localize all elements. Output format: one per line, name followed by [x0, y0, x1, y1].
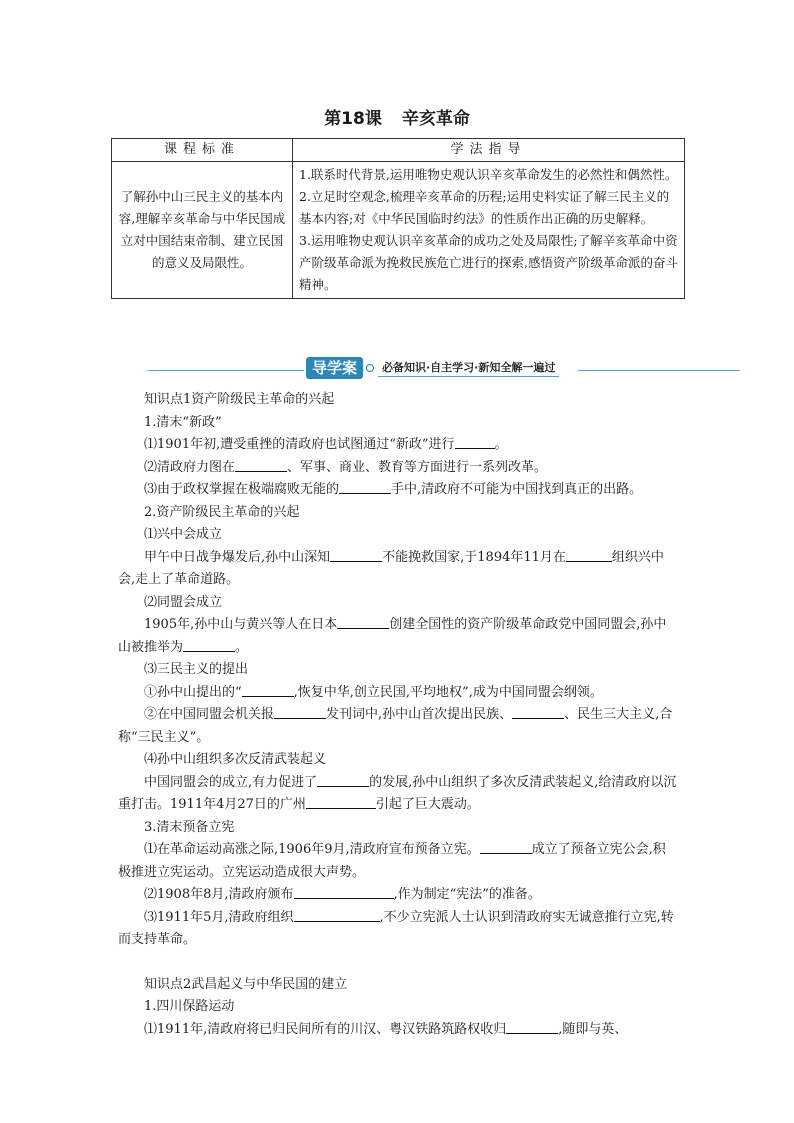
bullet-icon — [366, 364, 374, 372]
fill-blank[interactable] — [306, 794, 376, 809]
fill-line: ⑴1901年初,遭受重挫的清政府也试图通过“新政”进行 。 — [118, 434, 678, 457]
fill-line: ⑶由于政权掌握在极端腐败无能的 手中,清政府不可能为中国找到真正的出路。 — [118, 479, 678, 502]
fill-blank[interactable] — [294, 884, 394, 899]
study-content — [118, 389, 678, 1041]
fill-blank[interactable] — [512, 704, 564, 719]
fill-blank[interactable] — [480, 839, 532, 854]
banner-tag: 导学案 — [306, 357, 363, 379]
table-body-row — [112, 162, 685, 299]
fill-line: ⑵清政府力图在 、军事、商业、教育等方面进行一系列改革。 — [118, 457, 678, 480]
fill-blank[interactable] — [235, 457, 287, 472]
fill-blank[interactable] — [566, 547, 612, 562]
fill-blank[interactable] — [242, 682, 294, 697]
fill-line: ②在中国同盟会机关报 发刊词中,孙中山首次提出民族、 、民生三大主义,合称“三民主义”。 — [118, 704, 678, 749]
fill-blank[interactable] — [294, 907, 380, 922]
fill-line: 甲午中日战争爆发后,孙中山深知 不能挽救国家,于1894年11月在 组织兴中会,走上了革命道路。 — [118, 547, 678, 592]
guidance-item: 3.运用唯物史观认识辛亥革命的成功之处及局限性;了解辛亥革命中资产阶级革命派为挽救民族危亡进行的探索,感悟资产阶级革命派的奋斗精神。 — [299, 233, 678, 292]
fill-line: ⑴1911年,清政府将已归民间所有的川汉、粤汉铁路筑路权收归 ,随即与英、 — [118, 1019, 678, 1042]
fill-blank[interactable] — [274, 704, 326, 719]
guidance-item: 2.立足时空观念,梳理辛亥革命的历程;运用史料实证了解三民主义的基本内容;对《中华民国临时约法》的性质作出正确的历史解释。 — [299, 189, 670, 226]
header-guidance: 学法指导 — [293, 139, 685, 162]
fill-line: ①孙中山提出的“ ,恢复中华,创立民国,平均地权”,成为中国同盟会纲领。 — [118, 682, 678, 705]
subsection-heading: ⑷孙中山组织多次反清武装起义 — [144, 752, 327, 767]
section-heading: 1.清末“新政” — [144, 414, 222, 430]
header-standards: 课程标准 — [112, 139, 293, 162]
fill-blank[interactable] — [506, 1019, 558, 1034]
fill-blank[interactable] — [455, 434, 495, 449]
banner-line-left — [148, 370, 304, 371]
subsection-heading: ⑶三民主义的提出 — [144, 662, 249, 677]
guidance-item: 1.联系时代背景,运用唯物史观认识辛亥革命发生的必然性和偶然性。 — [299, 167, 678, 182]
fill-line: 1905年,孙中山与黄兴等人在日本 创建全国性的资产阶级革命政党中国同盟会,孙中山被推举为 。 — [118, 614, 678, 659]
curriculum-standards-table — [111, 138, 685, 299]
banner-subtitle: 必备知识·自主学习·新知全解一遍过 — [378, 360, 559, 377]
fill-blank[interactable] — [330, 547, 382, 562]
page-title — [0, 104, 794, 129]
guidance-cell — [293, 162, 685, 299]
lesson-name: 辛亥革命 — [401, 109, 470, 129]
banner-line-right — [578, 370, 740, 371]
standards-cell: 了解孙中山三民主义的基本内容,理解辛亥革命与中华民国成立对中国结束帝制、建立民国的意义及局限性。 — [112, 162, 293, 299]
fill-blank[interactable] — [183, 637, 235, 652]
subsection-heading: ⑵同盟会成立 — [144, 594, 223, 610]
fill-blank[interactable] — [337, 614, 389, 629]
fill-line: 中国同盟会的成立,有力促进了 的发展,孙中山组织了多次反清武装起义,给清政府以沉重打击。1911年4月27日的广州 引起了巨大震动。 — [118, 772, 678, 817]
subsection-heading: ⑴兴中会成立 — [144, 527, 223, 542]
fill-line: ⑶1911年5月,清政府组织 ,不少立宪派人士认识到清政府实无诚意推行立宪,转而支持革命。 — [118, 907, 678, 952]
knowledge-point-title: 知识点2武昌起义与中华民国的建立 — [144, 976, 348, 992]
section-heading: 3.清末预备立宪 — [144, 819, 235, 835]
section-heading: 1.四川保路运动 — [144, 999, 235, 1014]
section-heading: 2.资产阶级民主革命的兴起 — [144, 504, 300, 520]
fill-blank[interactable] — [317, 772, 369, 787]
table-header-row — [112, 139, 685, 162]
fill-blank[interactable] — [339, 479, 391, 494]
lesson-number: 第18课 — [324, 109, 382, 129]
fill-line: ⑵1908年8月,清政府颁布 ,作为制定“宪法”的准备。 — [118, 884, 678, 907]
knowledge-point-title: 知识点1资产阶级民主革命的兴起 — [144, 392, 335, 407]
fill-line: ⑴在革命运动高涨之际,1906年9月,清政府宣布预备立宪。 成立了预备立宪公会,积极推进立宪运动。立宪运动造成很大声势。 — [118, 839, 678, 884]
section-banner — [148, 355, 740, 381]
